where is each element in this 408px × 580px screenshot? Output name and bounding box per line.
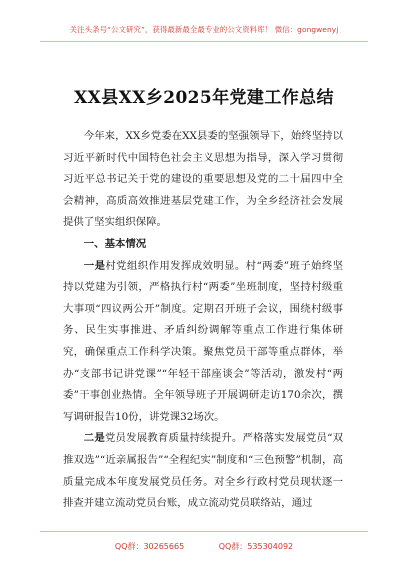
document-title: XX县XX乡2025年党建工作总结 xyxy=(74,88,334,108)
footer-qq-group-2: QQ群：535304092 xyxy=(218,542,294,551)
paragraph-1-text: 村党组织作用发挥成效明显。村“两委”班子始终坚持以党建为引领，严格执行村“两委”坐班制度，坚持村级重大事项“四议两公开”制度。定期召开班子会议，围绕村级事务、民生实事推进、矛盾纠纷调解等重点工作进行集体研究，确保重点工作科学决策。聚焦党员干部等重点群体，举办“支部书记讲党课”“年轻干部座谈会”等活动，激发村“两委”干事创业热情。全年领导班子开展调研走访170余次，撰写调研报告10份，讲党课32场次。 xyxy=(63,259,344,423)
header-divider xyxy=(40,41,368,42)
footer-divider xyxy=(40,531,368,532)
paragraph-2-text: 党员发展教育质量持续提升。严格落实发展党员“双推双选”“近亲属报告”“全程纪实”制度和“三色预警”机制，高质量完成本年度发展党员任务。对全乡行政村党员现状逐一排查并建立流动党员台账，成立流动党员联络站，通过 xyxy=(63,432,344,510)
paragraph-2 xyxy=(63,428,343,514)
paragraph-1 xyxy=(63,256,343,429)
paragraph-2-lead: 二是 xyxy=(83,432,105,445)
intro-paragraph: 今年来，XX乡党委在XX县委的坚强领导下，始终坚持以习近平新时代中国特色社会主义思想为指导，深入学习贯彻习近平总书记关于党的建设的重要思想及党的二十届四中全会精神，高质高效推进基层党建工作，为全乡经济社会发展提供了坚实组织保障。 xyxy=(63,130,343,229)
paragraph-1-lead: 一是 xyxy=(83,259,106,272)
section-heading: 一、基本情况 xyxy=(83,237,147,250)
footer-qq-group-1: QQ群：30265665 xyxy=(114,542,185,551)
footer xyxy=(0,541,408,552)
promo-banner: 关注头条号“公文研究”，获得最新最全最专业的公文资料库！ 微信：gongwenyj xyxy=(69,25,339,34)
document-body xyxy=(63,126,343,515)
